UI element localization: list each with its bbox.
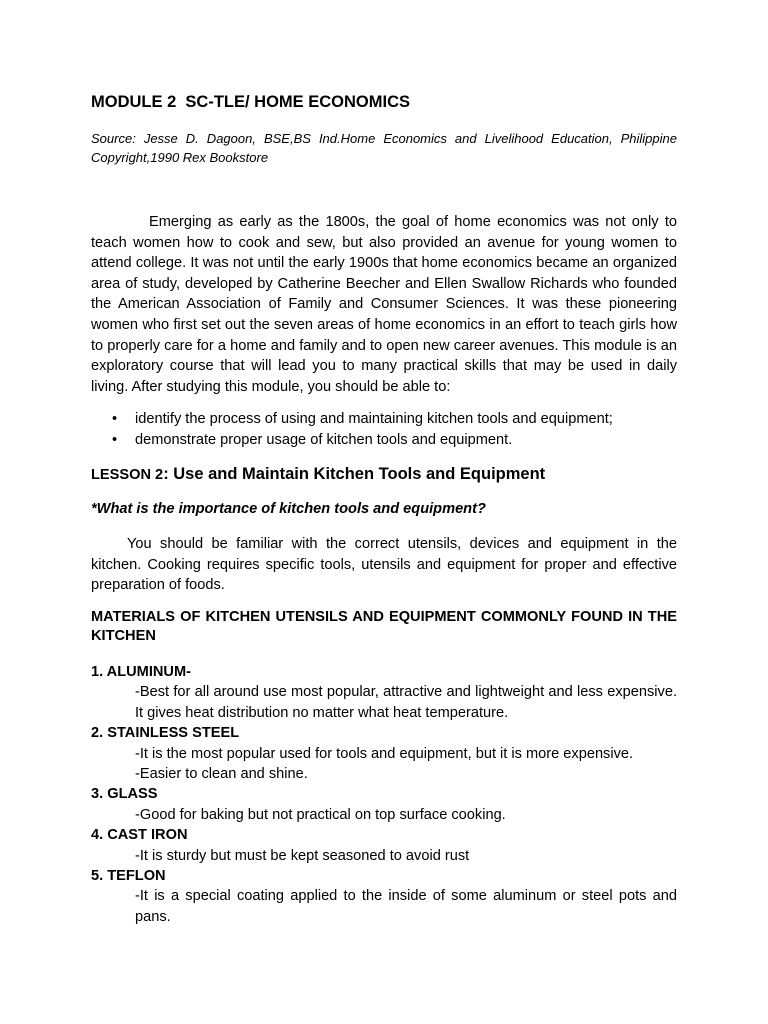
objective-item [91, 430, 677, 451]
lesson-paragraph: You should be familiar with the correct utensils, devices and equipment in the kitchen. Cooking requires specific tools, utensils and equipment for proper and effective preparation of foods. [91, 536, 677, 594]
material-description: -It is a special coating applied to the inside of some aluminum or steel pots and pans. [135, 888, 677, 925]
objective-item [91, 409, 677, 430]
material-description: -It is the most popular used for tools and equipment, but it is more expensive. [135, 745, 634, 762]
material-item [91, 825, 677, 866]
material-item [91, 866, 677, 927]
material-item [91, 723, 677, 784]
module-title: MODULE 2 SC-TLE/ HOME ECONOMICS [91, 93, 411, 111]
material-description: -It is sturdy but must be kept seasoned to avoid rust [135, 847, 470, 864]
bullet-icon: • [112, 411, 118, 427]
objective-text: demonstrate proper usage of kitchen tools and equipment. [135, 432, 513, 448]
material-name: 5. TEFLON [91, 868, 166, 885]
importance-question: *What is the importance of kitchen tools and equipment? [91, 501, 486, 517]
material-description: -Good for baking but not practical on top surface cooking. [135, 806, 506, 823]
material-item [91, 662, 677, 723]
source-citation: Source: Jesse D. Dagoon, BSE,BS Ind.Home Economics and Livelihood Education, Philippine Copyright,1990 Rex Bookstore [91, 131, 677, 165]
objectives-list [91, 409, 677, 451]
materials-list [91, 662, 677, 927]
materials-heading: MATERIALS OF KITCHEN UTENSILS AND EQUIPMENT COMMONLY FOUND IN THE KITCHEN [91, 609, 677, 644]
bullet-icon: • [112, 432, 118, 448]
objective-text: identify the process of using and maintaining kitchen tools and equipment; [135, 411, 613, 427]
material-item [91, 784, 677, 825]
material-description: -Easier to clean and shine. [135, 766, 308, 783]
material-description: -Best for all around use most popular, attractive and lightweight and less expensive. It gives heat distribution no matter what heat temperature. [135, 684, 677, 721]
lesson-number: LESSON 2 [91, 467, 164, 483]
material-name: 1. ALUMINUM- [91, 664, 191, 680]
material-name: 4. CAST IRON [91, 827, 188, 844]
material-name: 3. GLASS [91, 786, 158, 803]
lesson-heading [91, 465, 545, 484]
intro-paragraph: Emerging as early as the 1800s, the goal of home economics was not only to teach women how to cook and sew, but also provided an avenue for young women to attend college. It was not until the early 1900s that home economics became an organized area of study, developed by Catherine Beecher and Ellen Swallow Richards who founded the American Association of Family and Consumer Sciences. It was these pioneering women who first set out the seven areas of home economics in an effort to teach girls how to properly care for a home and family and to open new career avenues. This module is an exploratory course that will lead you to many practical skills that may be used in daily living. After studying this module, you should be able to: [91, 214, 677, 395]
material-name: 2. STAINLESS STEEL [91, 725, 240, 742]
lesson-title: : Use and Maintain Kitchen Tools and Equipment [163, 465, 546, 483]
